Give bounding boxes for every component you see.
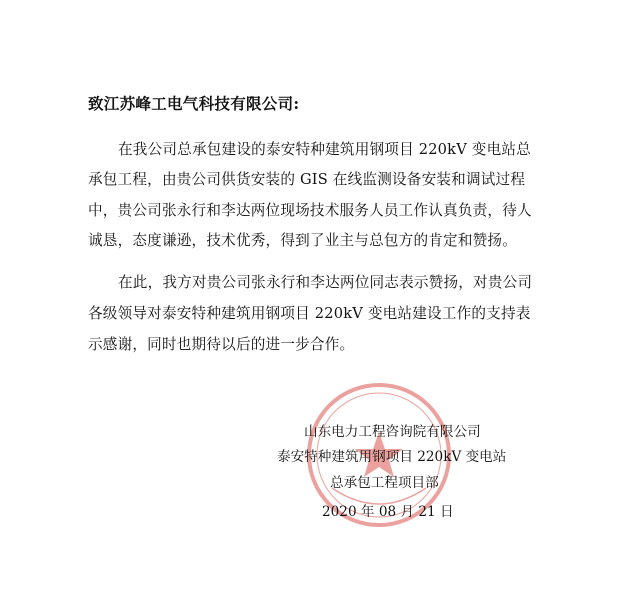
- paragraph-2-line-1: 在此，我方对贵公司张永行和李达两位同志表示赞扬，对贵公司: [118, 274, 533, 291]
- letter-recipient: 致江苏峰工电气科技有限公司:: [88, 94, 300, 113]
- paragraph-2-line-2: 各级领导对泰安特种建筑用钢项目 220kV 变电站建设工作的支持表: [88, 305, 531, 322]
- paragraph-1-line-3: 中，贵公司张永行和李达两位现场技术服务人员工作认真负责，待人: [88, 202, 532, 219]
- signature-company: 山东电力工程咨询院有限公司: [304, 424, 481, 440]
- paragraph-1-line-1: 在我公司总承包建设的泰安特种建筑用钢项目 220kV 变电站总: [118, 141, 531, 158]
- paragraph-1-line-4: 诚恳，态度谦逊，技术优秀，得到了业主与总包方的肯定和赞扬。: [88, 232, 518, 249]
- paragraph-1-line-2: 承包工程，由贵公司供货安装的 GIS 在线监测设备安装和调试过程: [88, 171, 526, 188]
- signature-project: 泰安特种建筑用钢项目 220kV 变电站: [277, 449, 507, 465]
- signature-department: 总承包工程项目部: [330, 475, 439, 491]
- signature-date: 2020 年 08 月 21 日: [322, 504, 454, 520]
- paragraph-2-line-3: 示感谢，同时也期待以后的进一步合作。: [88, 336, 355, 353]
